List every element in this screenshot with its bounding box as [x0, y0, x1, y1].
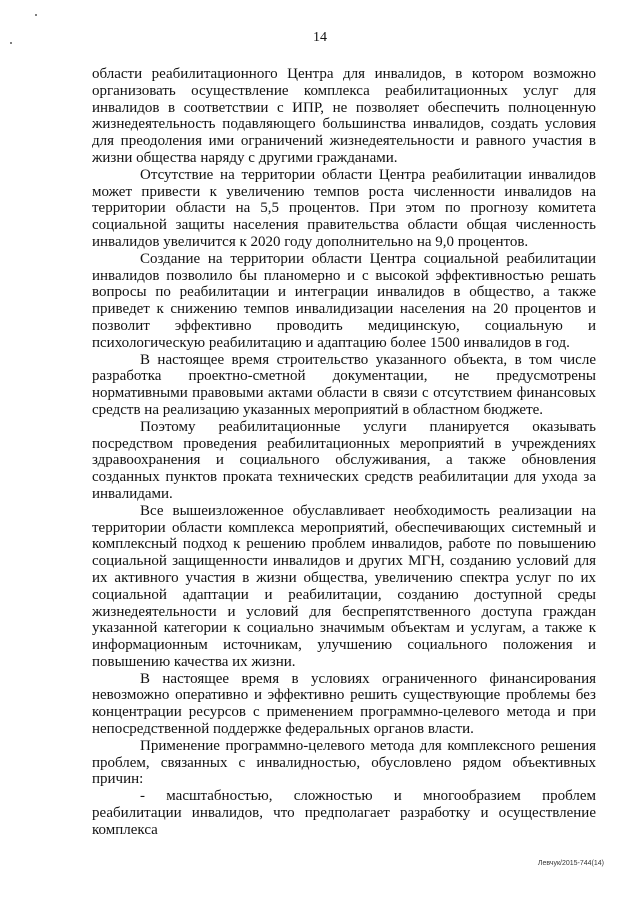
paragraph: Поэтому реабилитационные услуги планируется оказывать посредством проведения реабилитационных мероприятий в учреждениях здравоохранения и социального обслуживания, а также обновления созданных пунктов проката технических средств реабилитации для ухода за инвалидами.	[92, 418, 596, 502]
paragraph: области реабилитационного Центра для инвалидов, в котором возможно организовать осуществление комплекса реабилитационных услуг для инвалидов в соответствии с ИПР, не позволяет обеспечить полноценную жизнедеятельность подавляющего большинства инвалидов, создать условия для преодоления ими ограничений жизнедеятельности и равного участия в жизни общества наряду с другими гражданами.	[92, 66, 596, 166]
paragraph: Применение программно-целевого метода для комплексного решения проблем, связанных с инвалидностью, обусловлено рядом объективных причин:	[92, 737, 596, 788]
paragraph: В настоящее время в условиях ограниченного финансирования невозможно оперативно и эффективно решить существующие проблемы без концентрации ресурсов с применением программно-целевого метода и при непосредственной поддержке федеральных органов власти.	[92, 670, 596, 738]
page-number: 14	[313, 30, 327, 45]
paragraph: Создание на территории области Центра социальной реабилитации инвалидов позволило бы планомерно и с высокой эффективностью решать вопросы по реабилитации и интеграции инвалидов в общество, а также приведет к снижению темпов инвалидизации населения на 20 процентов и позволит эффективно проводить медицинскую, социальную и психологическую реабилитацию и адаптацию более 1500 инвалидов в год.	[92, 250, 596, 351]
scan-speck	[35, 14, 37, 16]
paragraph: Все вышеизложенное обуславливает необходимость реализации на территории области комплекса мероприятий, обеспечивающих системный и комплексный подход к решению проблем инвалидов, работе по повышению социальной защищенности инвалидов и других МГН, созданию условий для их активного участия в жизни общества, увеличению спектра услуг по их социальной адаптации и реабилитации, созданию доступной среды жизнедеятельности и условий для беспрепятственного доступа граждан указанной категории к социально значимым объектам и услугам, а также к информационным источникам, улучшению социального положения и повышению качества их жизни.	[92, 502, 596, 670]
document-body	[92, 66, 596, 839]
paragraph: В настоящее время строительство указанного объекта, в том числе разработка проектно-сметной документации, не предусмотрены нормативными правовыми актами области в связи с отсутствием финансовых средств на реализацию указанных мероприятий в областном бюджете.	[92, 351, 596, 418]
footer-code: Левчук/2015-744(14)	[537, 860, 604, 867]
paragraph: Отсутствие на территории области Центра реабилитации инвалидов может привести к увеличению темпов роста численности инвалидов на территории области на 5,5 процентов. При этом по прогнозу комитета социальной защиты населения правительства области общая численность инвалидов увеличится к 2020 году дополнительно на 9,0 процентов.	[92, 166, 596, 250]
paragraph: - масштабностью, сложностью и многообразием проблем реабилитации инвалидов, что предполагает разработку и осуществление комплекса	[92, 788, 596, 838]
